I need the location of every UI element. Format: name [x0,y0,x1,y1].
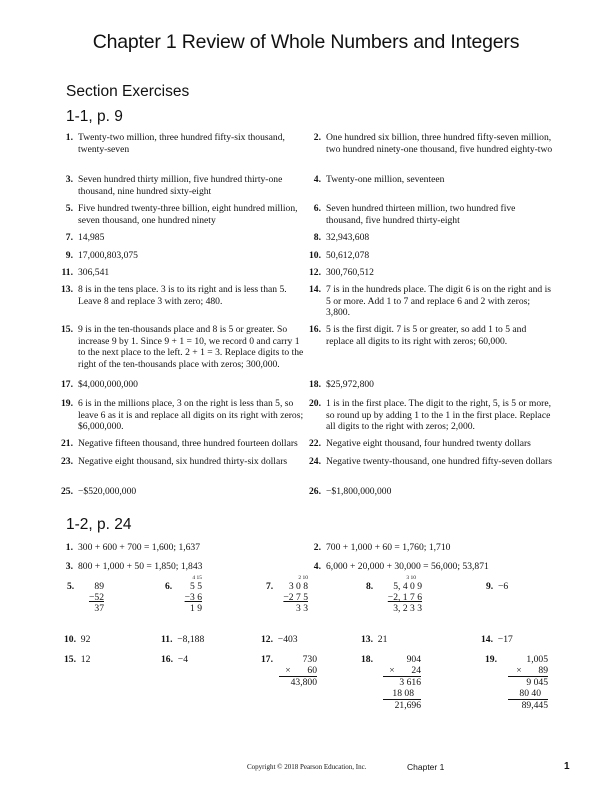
exercise-2-19-work: 1,005 × 89 9 045 80 40 89,445 [508,654,548,711]
exercise-2-7-work: 2 10 3 0 8 −2 7 5 3 3 [283,575,308,614]
exercise-2-8-work: 3 10 5, 4 0 9 −2, 1 7 6 3, 2 3 3 [387,575,422,614]
copyright-notice: Copyright © 2018 Pearson Education, Inc. [247,763,367,771]
exercise-2-13: 13. 21 [361,634,388,645]
page-number: 1 [564,761,570,772]
exercise-2-15: 15. 12 [64,654,91,665]
exercise-2-19-number: 19. [485,654,497,665]
exercise-2-8-number: 8. [366,581,374,592]
exercise-2-17-work: 730 × 60 43,800 [279,654,317,688]
footer-chapter: Chapter 1 [407,762,445,772]
exercise-2-9: 9. −6 [486,581,509,592]
exercise-2-14: 14. −17 [481,634,513,645]
subsection-heading-1-1: 1-1, p. 9 [66,108,123,125]
exercise-2-5-number: 5. [67,581,75,592]
exercise-2-12: 12. −403 [261,634,298,645]
exercise-2-16: 16. −4 [161,654,189,665]
section-heading: Section Exercises [66,83,190,100]
subsection-heading-1-2: 1-2, p. 24 [66,516,132,533]
page-title: Chapter 1 Review of Whole Numbers and Integers [92,31,520,53]
exercise-2-11: 11. −8,188 [161,634,205,645]
page: Chapter 1 Review of Whole Numbers and Integers Section Exercises 1-1, p. 9 1. Twenty-two million, three hundred fifty-six thousand, twenty-seven 2. One hundred six billion, three hundred fifty-seven million, two hundred ninety-one thousand, five hundred eighty-two 3. Seven hundred thirty million, five hundred thirty-one thousand, nine hundred sixty-eight 4. Twenty-one million, seventeen 5. Five hundred twenty-three billion, eight hundred million, seven thousand, one hundred ninety 6. Seven hundred thirteen million, two hundred five thousand, five hundred thirty-eight 7. 14,985 8. 32,943,608 9. 17,000,803,075 10. 50,612,078 11. 306,541 12. 300,760,512 13. 8 is in the tens place. 3 is to its right and is less than 5. Leave 8 and replace 3 with zero; 480. 14. 7 is in the hundreds place. The digit 6 is on the right and is 5 or more. Add 1 to 7 and replace 6 and 2 with zeros; 3,800. 15. 9 is in the ten-thousands place and 8 is 5 or greater. So increase 9 by 1. Since 9 + 1 = 10, we record 0 and carry 1 to the next place to the left. 2 + 1 = 3. Replace digits to the right of the ten-thousands place with zeros; 300,000. 16. 5 is the first digit. 7 is 5 or greater, so add 1 to 5 and replace all digits to its right with zeros; 60,000. 17. $4,000,000,000 18. $25,972,800 19. 6 is in the millions place, 3 on the right is less than 5, so leave 6 as it is and replace all digits on its right with zeros; $6,000,000. 20. 1 is in the first place. The digit to the right, 5, is 5 or more, so round up by adding 1 to the 1 in the first place. Replace all digits to the right with zeros; 2,000. 21. Negative fifteen thousand, three hundred fourteen dollars 22. Negative eight thousand, four hundred twenty dollars 23. Negative eight thousand, six hundred thirty-six dollars 24. Negative twenty-thousand, one hundred fifty-seven dollars 25. −$520,000,000 26. −$1,800,000,000 1-2, p. 24 1. 300 + 600 + 700 = 1,600; 1,637 2. 700 + 1,000 + 60 = 1,760; 1,710 3. 800 + 1,000 + 50 = 1,850; 1,843 4. 6,000 + 20,000 + 30,000 = 56,000; 53,871 5. 89 −52 37 6. 4 15 5 5 −3 6 1 9 7. 2 10 3 0 8 −2 7 5 3 3 8. 3 10 5, 4 0 9 −2, 1 7 6 3, 2 3 3 9. −6 10. 92 11. −8,188 12. −403 13. 21 14. −17 15. 12 16. −4 17. 730 × 60 43,800 18. 904 × 24 3 616 18 08 21,696 19. 1,005 × 89 9 045 80 40 89,445 Copyright © 2018 Pearson Education, Inc. Chapter 1 1 [0,0,612,792]
exercise-2-6-work: 4 15 5 5 −3 6 1 9 [184,575,202,614]
exercise-2-18-work: 904 × 24 3 616 18 08 21,696 [383,654,421,711]
exercise-2-18-number: 18. [361,654,373,665]
exercise-2-5-work: 89 −52 37 [88,581,104,614]
exercise-2-7-number: 7. [266,581,274,592]
exercise-2-6-number: 6. [165,581,173,592]
exercise-2-10: 10. 92 [64,634,91,645]
exercise-2-17-number: 17. [261,654,273,665]
